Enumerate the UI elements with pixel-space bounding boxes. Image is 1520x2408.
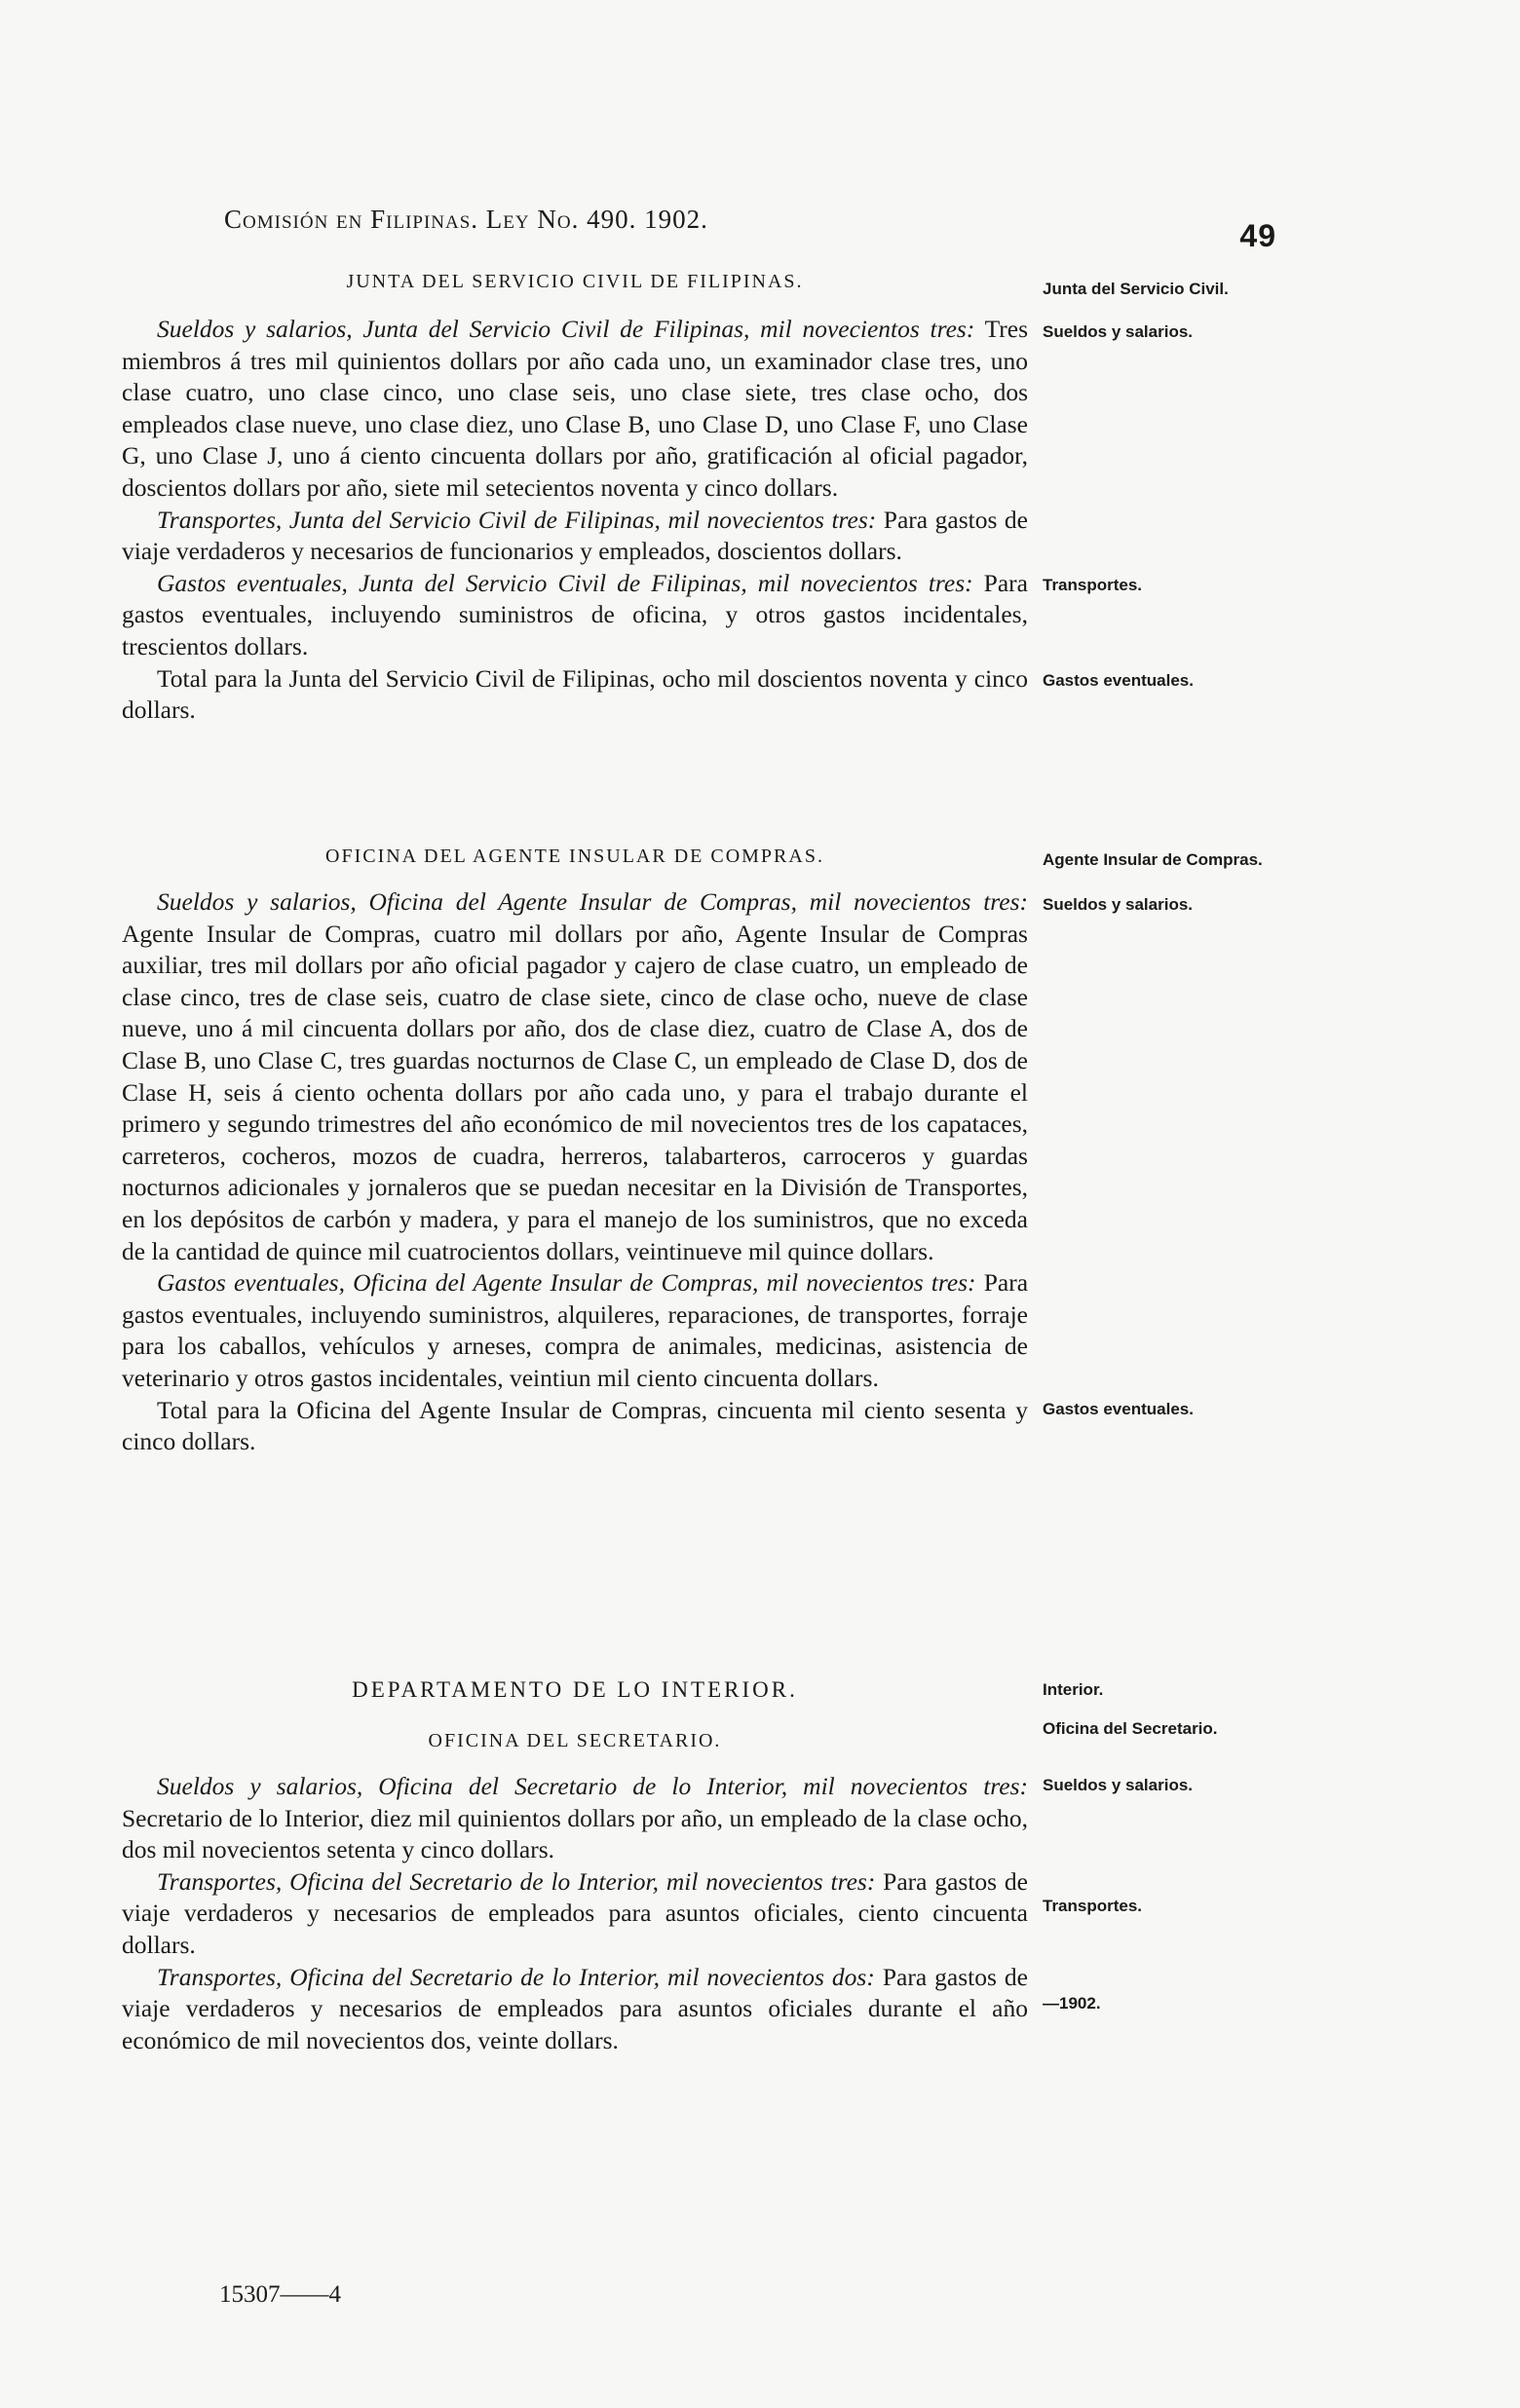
department-title-interior: DEPARTAMENTO DE LO INTERIOR. — [352, 1677, 798, 1702]
paragraph-transportes-junta: Transportes, Junta del Servicio Civil de Filipinas, mil novecientos tres: Para gastos de viaje verdaderos y necesarios de funcionarios y empleados, doscientos dollars. — [122, 505, 1028, 566]
paragraph-sueldos-junta: Sueldos y salarios, Junta del Servicio Civil de Filipinas, mil novecientos tres: Tres miembros á tres mil quinientos dollars por año cada uno, un examinador clase tres, uno clase cuatro, uno clase cinco, uno clase seis, uno clase siete, tres clase ocho, dos empleados clase nueve, uno clase diez, uno Clase B, uno Clase D, uno Clase F, uno Clase G, uno Clase J, uno á ciento cincuenta dollars por año, gratificación al oficial pagador, doscientos dollars por año, siete mil setecientos noventa y cinco dollars. — [122, 315, 1028, 502]
paragraph-gastos-junta: Gastos eventuales, Junta del Servicio Civil de Filipinas, mil novecientos tres: Para gastos eventuales, incluyendo suministros de oficina, y otros gastos incidentales, trescientos dollars. — [122, 568, 1028, 660]
paragraph-gastos-agente: Gastos eventuales, Oficina del Agente Insular de Compras, mil novecientos tres: Para gastos eventuales, incluyendo suministros, alquileres, reparaciones, de transportes, forraje para los caballos, vehículos y arneses, compra de animales, medicinas, asistencia de veterinario y otros gastos incidentales, veintiun mil ciento cincuenta dollars. — [122, 1268, 1029, 1392]
running-header — [224, 205, 1276, 253]
paragraph-total-junta: Total para la Junta del Servicio Civil de Filipinas, ocho mil doscientos noventa y cinco dollars. — [122, 663, 1028, 725]
margin-note-interior: Interior. — [1043, 1680, 1104, 1699]
section-body-junta — [122, 314, 1028, 727]
margin-note-transportes-1: Transportes. — [1043, 576, 1143, 594]
section-title-secretario: OFICINA DEL SECRETARIO. — [428, 1730, 722, 1751]
margin-note-gastos-1: Gastos eventuales. — [1043, 671, 1194, 690]
margin-note-transportes-2: Transportes. — [1043, 1897, 1143, 1915]
section-body-secretario — [122, 1771, 1028, 2056]
margin-note-sueldos-3: Sueldos y salarios. — [1043, 1776, 1194, 1794]
margin-note-agente: Agente Insular de Compras. — [1043, 850, 1263, 869]
paragraph-sueldos-agente: Sueldos y salarios, Oficina del Agente Insular de Compras, mil novecientos tres: Agente Insular de Compras, cuatro mil dollars por año, Agente Insular de Compras auxiliar, tres mil dollars por año oficial pagador y cajero de clase cuatro, un empleado de clase cinco, tres de clase seis, cuatro de clase siete, cinco de clase ocho, nueve de clase nueve, uno á mil cincuenta dollars por año, dos de clase diez, cuatro de Clase A, dos de Clase B, uno Clase C, tres guardas nocturnos de Clase C, un empleado de Clase D, dos de Clase H, seis á ciento ochenta dollars por año cada uno, y para el trabajo durante el primero y segundo trimestres del año económico de mil novecientos tres de los capataces, carreteros, cocheros, mozos de cuadra, herreros, talabarteros, carroceros y guardas nocturnos adicionales y jornaleros que se puedan necesitar en la División de Transportes, en los depósitos de carbón y madera, y para el manejo de los suministros, que no exceda de la cantidad de quince mil cuatrocientos dollars, veintinueve mil quince dollars. — [122, 887, 1028, 1265]
margin-note-sueldos-1: Sueldos y salarios. — [1043, 322, 1194, 341]
section-title-agente: OFICINA DEL AGENTE INSULAR DE COMPRAS. — [325, 846, 824, 867]
margin-note-oficina: Oficina del Secretario. — [1043, 1719, 1218, 1738]
section-title-junta: JUNTA DEL SERVICIO CIVIL DE FILIPINAS. — [346, 271, 804, 292]
margin-note-sueldos-2: Sueldos y salarios. — [1043, 895, 1194, 914]
margin-note-junta: Junta del Servicio Civil. — [1043, 280, 1229, 298]
margin-note-1902: —1902. — [1043, 1994, 1101, 2013]
paragraph-transportes-1903: Transportes, Oficina del Secretario de lo Interior, mil novecientos tres: Para gastos de viaje verdaderos y necesarios de empleados para asuntos oficiales, ciento cincuenta dollars. — [122, 1866, 1028, 1959]
paragraph-transportes-1902: Transportes, Oficina del Secretario de lo Interior, mil novecientos dos: Para gastos de viaje verdaderos y necesarios de empleados para asuntos oficiales durante el año económico de mil novecientos dos, veinte dollars. — [122, 1962, 1028, 2054]
paragraph-total-agente: Total para la Oficina del Agente Insular de Compras, cincuenta mil ciento sesenta y cinco dollars. — [122, 1395, 1028, 1456]
page-number: 49 — [1239, 218, 1276, 253]
running-title: Comisión en Filipinas. Ley No. 490. 1902. — [224, 205, 708, 234]
margin-note-gastos-2: Gastos eventuales. — [1043, 1400, 1194, 1418]
section-body-agente — [122, 886, 1028, 1458]
printer-signature: 15307——4 — [219, 2281, 341, 2308]
paragraph-sueldos-secretario: Sueldos y salarios, Oficina del Secretario de lo Interior, mil novecientos tres: Secretario de lo Interior, diez mil quinientos dollars por año, un empleado de la clase ocho, dos mil novecientos setenta y cinco dollars. — [122, 1772, 1028, 1864]
